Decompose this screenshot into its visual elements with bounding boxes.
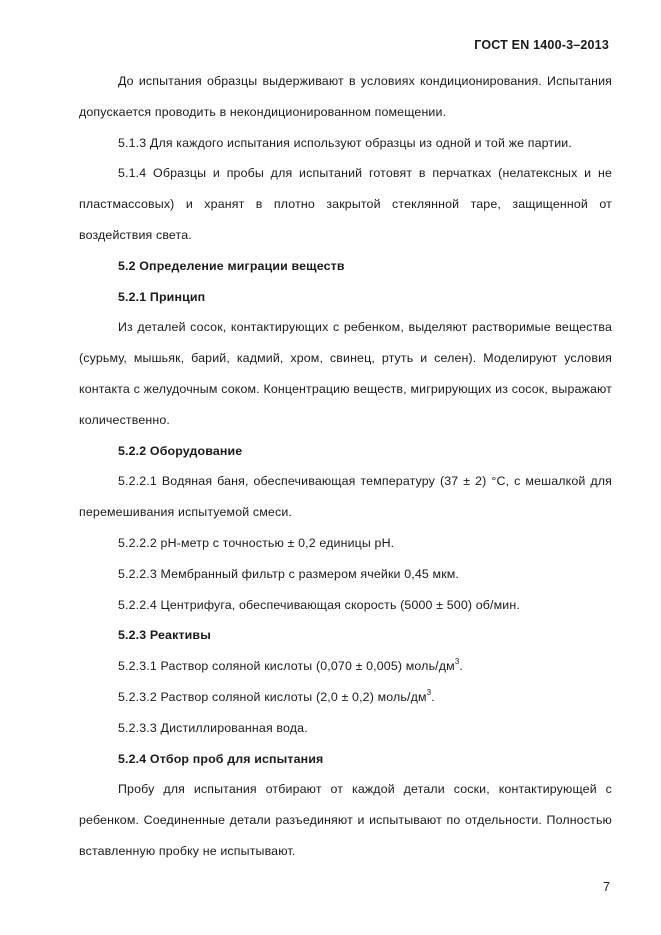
paragraph-5-1-3: 5.1.3 Для каждого испытания используют образцы из одной и той же партии.	[118, 135, 572, 150]
section-heading-5-2-4: 5.2.4 Отбор проб для испытания	[118, 751, 324, 766]
paragraph-5-2-3-3: 5.2.3.3 Дистиллированная вода.	[118, 720, 308, 735]
paragraph-5-2-3-2	[79, 682, 612, 713]
paragraph-5-2-2-1: 5.2.2.1 Водяная баня, обеспечивающая температуру (37 ± 2) °С, с мешалкой для перемешивания испытуемой смеси.	[79, 474, 612, 520]
paragraph-5-1-4: 5.1.4 Образцы и пробы для испытаний готовят в перчатках (нелатексных и не пластмассовых) и хранят в плотно закрытой стеклянной таре, защищенной от воздействия света.	[79, 166, 612, 242]
superscript-3: 3	[454, 657, 460, 667]
paragraph-5-2-2-2: 5.2.2.2 pH-метр с точностью ± 0,2 единицы pH.	[118, 535, 395, 550]
paragraph-5-2-3-2-tail: .	[431, 689, 435, 704]
paragraph-sampling: Пробу для испытания отбирают от каждой детали соски, контактирующей с ребенком. Соединенные детали разъединяют и испытывают по отдельности. Полностью вставленную пробку не испытывают.	[79, 782, 612, 858]
paragraph-5-2-3-1-tail: .	[459, 659, 464, 674]
paragraph-5-2-2-3: 5.2.2.3 Мембранный фильтр с размером ячейки 0,45 мкм.	[118, 566, 460, 581]
page-number: 7	[603, 880, 610, 894]
paragraph-5-2-3-1	[79, 651, 612, 682]
superscript-3: 3	[426, 687, 432, 697]
paragraph-conditioning: До испытания образцы выдерживают в условиях кондиционирования. Испытания допускается проводить в некондиционированном помещении.	[79, 74, 612, 119]
paragraph-5-2-3-1-text: 5.2.3.1 Раствор соляной кислоты (0,070 ± 0,005) моль/дм	[118, 659, 455, 674]
section-heading-5-2-3: 5.2.3 Реактивы	[118, 628, 211, 643]
paragraph-5-2-2-4: 5.2.2.4 Центрифуга, обеспечивающая скорость (5000 ± 500) об/мин.	[118, 597, 520, 612]
document-code-header: ГОСТ EN 1400-3–2013	[474, 38, 609, 52]
page-body	[79, 66, 612, 867]
section-heading-5-2-1: 5.2.1 Принцип	[118, 289, 206, 304]
paragraph-principle: Из деталей сосок, контактирующих с ребенком, выделяют растворимые вещества (сурьму, мышьяк, барий, кадмий, хром, свинец, ртуть и селен). Моделируют условия контакта с желудочным соком. Концентрацию веществ, мигрирующих из сосок, выражают количественно.	[79, 320, 612, 427]
section-heading-5-2: 5.2 Определение миграции веществ	[118, 258, 345, 273]
section-heading-5-2-2: 5.2.2 Оборудование	[118, 443, 243, 458]
paragraph-5-2-3-2-text: 5.2.3.2 Раствор соляной кислоты (2,0 ± 0,2) моль/дм	[118, 689, 427, 704]
